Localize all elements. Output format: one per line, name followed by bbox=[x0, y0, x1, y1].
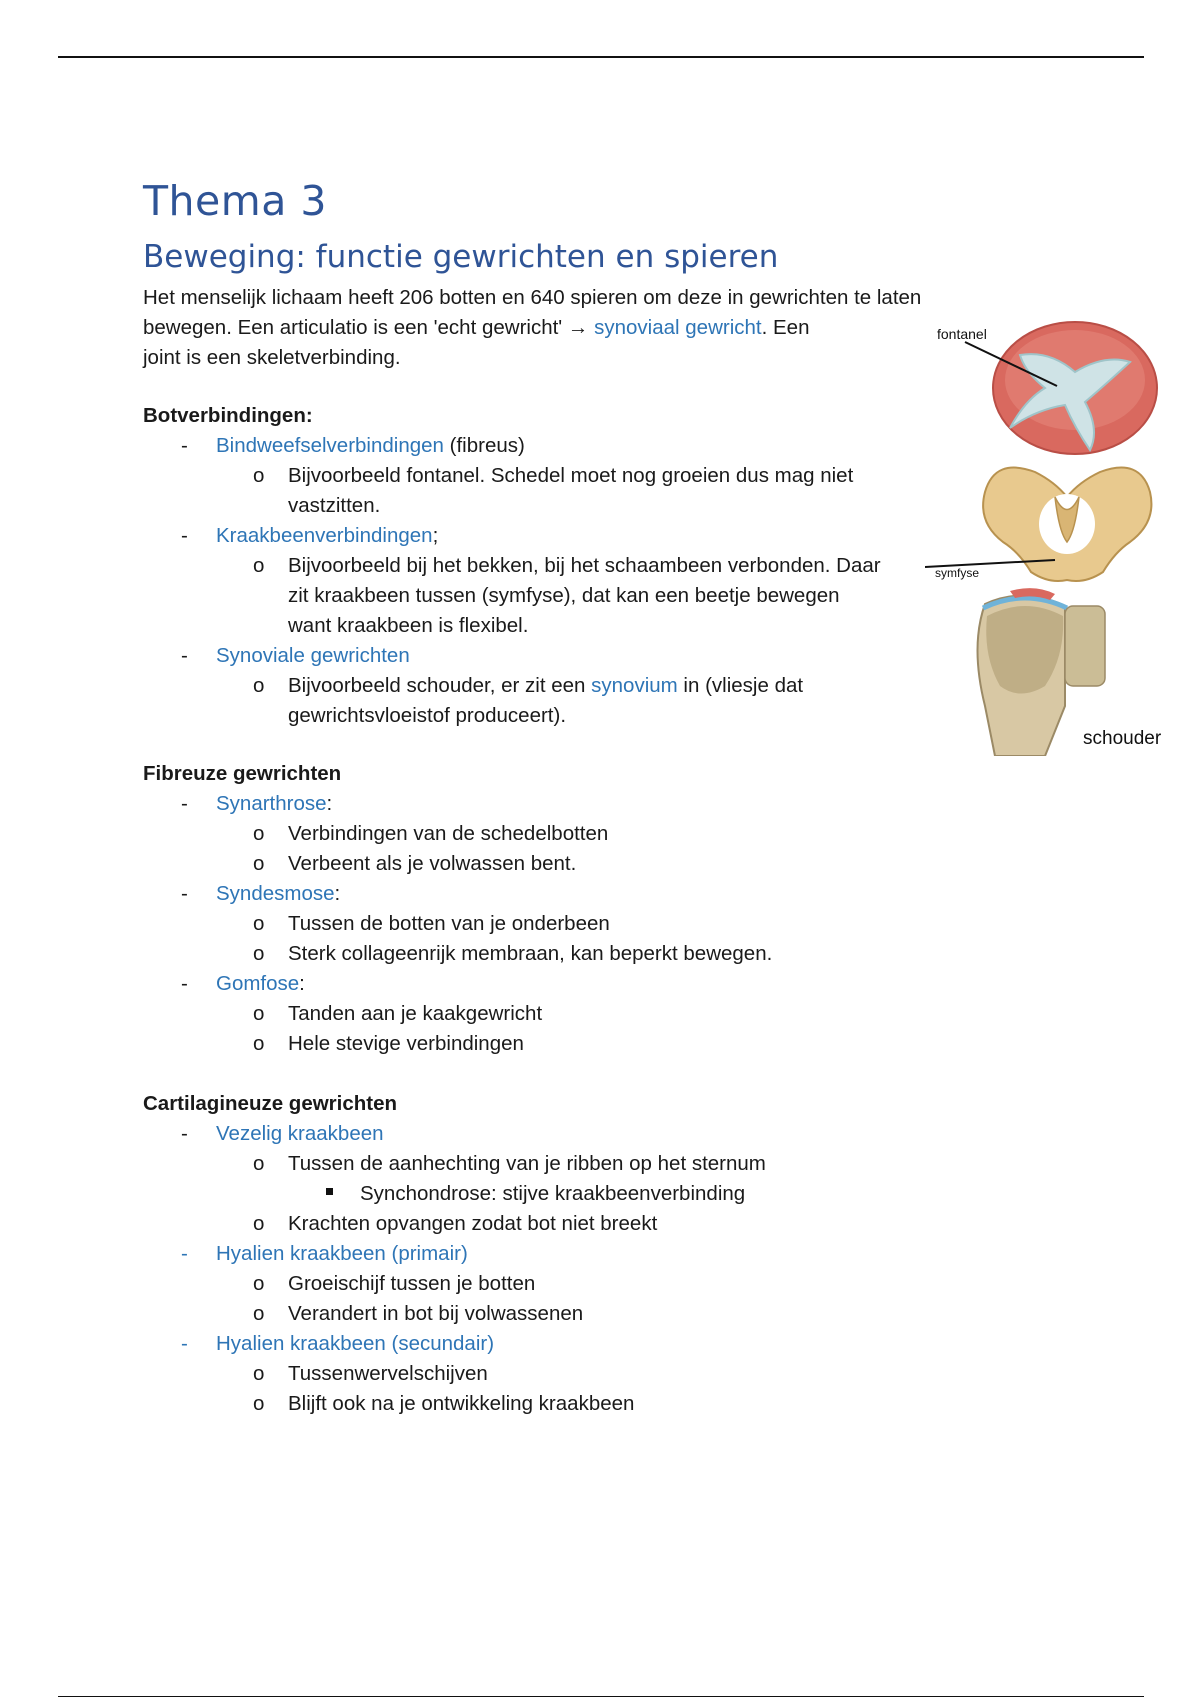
list-item bbox=[143, 641, 983, 671]
subitem-text: Bijvoorbeeld fontanel. Schedel moet nog groeien dus mag niet vastzitten. bbox=[288, 464, 854, 517]
circle-marker: o bbox=[253, 464, 265, 487]
term: Vezelig kraakbeen bbox=[216, 1122, 384, 1145]
fontanel-label: fontanel bbox=[937, 326, 987, 342]
list-subitem bbox=[143, 1209, 983, 1239]
list-item bbox=[143, 789, 983, 819]
term-suffix: ; bbox=[432, 524, 439, 547]
term-suffix: : bbox=[334, 882, 341, 905]
intro-paragraph bbox=[143, 283, 1003, 373]
dash-marker: - bbox=[181, 972, 188, 995]
square-bullet-marker bbox=[326, 1188, 333, 1195]
anatomy-illustrations bbox=[925, 310, 1180, 760]
list-item bbox=[143, 1239, 983, 1269]
header-rule bbox=[58, 56, 1144, 58]
symfyse-label: symfyse bbox=[935, 566, 980, 580]
circle-marker: o bbox=[253, 1212, 265, 1235]
list-item bbox=[143, 1329, 983, 1359]
dash-marker: - bbox=[181, 524, 188, 547]
subitem-text: Blijft ook na je ontwikkeling kraakbeen bbox=[288, 1392, 635, 1415]
list-subitem bbox=[143, 461, 898, 521]
dash-marker: - bbox=[181, 882, 188, 905]
footer-rule bbox=[58, 1696, 1144, 1697]
section-cartilagineuze-gewrichten bbox=[143, 1089, 983, 1419]
list bbox=[143, 431, 983, 731]
term: Kraakbeenverbindingen bbox=[216, 524, 433, 547]
term: Bindweefselverbindingen bbox=[216, 434, 444, 457]
circle-marker: o bbox=[253, 822, 265, 845]
schouder-label: schouder bbox=[1083, 728, 1162, 749]
circle-marker: o bbox=[253, 1362, 265, 1385]
section-fibreuze-gewrichten bbox=[143, 759, 983, 1059]
list-subitem bbox=[143, 1389, 983, 1419]
list bbox=[143, 1119, 983, 1419]
subitem-text: Sterk collageenrijk membraan, kan beperkt bewegen. bbox=[288, 942, 773, 965]
term: Hyalien kraakbeen (secundair) bbox=[216, 1332, 495, 1355]
dash-marker: - bbox=[181, 1122, 188, 1145]
term-suffix: : bbox=[299, 972, 305, 995]
subitem-text: Hele stevige verbindingen bbox=[288, 1032, 524, 1055]
section-heading: Botverbindingen: bbox=[143, 404, 313, 427]
subitem-text: Tussenwervelschijven bbox=[288, 1362, 488, 1385]
list-subitem bbox=[143, 999, 983, 1029]
circle-marker: o bbox=[253, 1302, 265, 1325]
dash-marker: - bbox=[181, 792, 188, 815]
list-item bbox=[143, 879, 983, 909]
circle-marker: o bbox=[253, 852, 265, 875]
term-suffix: (fibreus) bbox=[443, 434, 525, 457]
list-item bbox=[143, 1119, 983, 1149]
subitem-text: Tussen de aanhechting van je ribben op het sternum bbox=[288, 1152, 766, 1175]
dash-marker: - bbox=[181, 1242, 188, 1265]
list-subsubitem bbox=[143, 1179, 983, 1209]
term: Hyalien kraakbeen (primair) bbox=[216, 1242, 468, 1265]
subitem-text: Tussen de botten van je onderbeen bbox=[288, 912, 610, 935]
circle-marker: o bbox=[253, 1032, 265, 1055]
subitem-text: Krachten opvangen zodat bot niet breekt bbox=[288, 1212, 658, 1235]
dash-marker: - bbox=[181, 434, 188, 457]
term: Syndesmose bbox=[216, 882, 335, 905]
subitem-text: Synchondrose: stijve kraakbeenverbinding bbox=[360, 1182, 746, 1205]
term-suffix: : bbox=[326, 792, 333, 815]
list-subitem bbox=[143, 671, 878, 731]
list-subitem bbox=[143, 909, 983, 939]
subitem-text: Tanden aan je kaakgewricht bbox=[288, 1002, 543, 1025]
page-subtitle: Beweging: functie gewrichten en spieren bbox=[143, 239, 779, 275]
arrow-symbol: → bbox=[567, 316, 589, 339]
synoviaal-gewricht-term: synoviaal gewricht bbox=[594, 316, 762, 339]
term: Gomfose bbox=[216, 972, 300, 995]
subitem-text: Verandert in bot bij volwassenen bbox=[288, 1302, 584, 1325]
list-subitem bbox=[143, 1269, 983, 1299]
circle-marker: o bbox=[253, 674, 265, 697]
section-heading: Cartilagineuze gewrichten bbox=[143, 1092, 398, 1115]
list-subitem bbox=[143, 1029, 983, 1059]
term: Synarthrose bbox=[216, 792, 327, 815]
subitem-text: Verbindingen van de schedelbotten bbox=[288, 822, 609, 845]
subitem-text: Bijvoorbeeld bij het bekken, bij het schaambeen verbonden. Daar zit kraakbeen tussen (symfyse), dat kan een beetje bewegen want kraakbeen is flexibel. bbox=[288, 554, 881, 637]
subitem-text: in (vliesje dat gewrichtsvloeistof produceert). bbox=[288, 674, 804, 727]
list-item bbox=[143, 969, 983, 999]
document-body bbox=[143, 175, 983, 1419]
subitem-text: Verbeent als je volwassen bent. bbox=[288, 852, 577, 875]
circle-marker: o bbox=[253, 554, 265, 577]
list bbox=[143, 789, 983, 1059]
list-subitem bbox=[143, 1299, 983, 1329]
subitem-text: Bijvoorbeeld schouder, er zit een bbox=[288, 674, 592, 697]
subitem-text: Groeischijf tussen je botten bbox=[288, 1272, 536, 1295]
intro-text: Het menselijk lichaam heeft 206 botten en 640 spieren om deze in gewrichten te laten bewegen. Een articulatio is een 'echt gewricht' bbox=[143, 286, 922, 339]
term: Synoviale gewrichten bbox=[216, 644, 410, 667]
circle-marker: o bbox=[253, 942, 265, 965]
section-heading: Fibreuze gewrichten bbox=[143, 762, 342, 785]
intro-text-3: joint is een skeletverbinding. bbox=[143, 346, 401, 369]
circle-marker: o bbox=[253, 1392, 265, 1415]
circle-marker: o bbox=[253, 1002, 265, 1025]
list-item bbox=[143, 521, 983, 551]
page-title: Thema 3 bbox=[143, 177, 327, 225]
dash-marker: - bbox=[181, 644, 188, 667]
circle-marker: o bbox=[253, 1272, 265, 1295]
circle-marker: o bbox=[253, 1152, 265, 1175]
list-item bbox=[143, 431, 983, 461]
list-subitem bbox=[143, 551, 888, 641]
intro-text-2: . Een bbox=[761, 316, 810, 339]
synovium-term: synovium bbox=[591, 674, 678, 697]
list-subitem bbox=[143, 1359, 983, 1389]
list-subitem bbox=[143, 849, 983, 879]
list-subitem bbox=[143, 819, 983, 849]
dash-marker: - bbox=[181, 1332, 188, 1355]
circle-marker: o bbox=[253, 912, 265, 935]
list-subitem bbox=[143, 1149, 983, 1179]
section-botverbindingen bbox=[143, 401, 983, 731]
list-subitem bbox=[143, 939, 983, 969]
